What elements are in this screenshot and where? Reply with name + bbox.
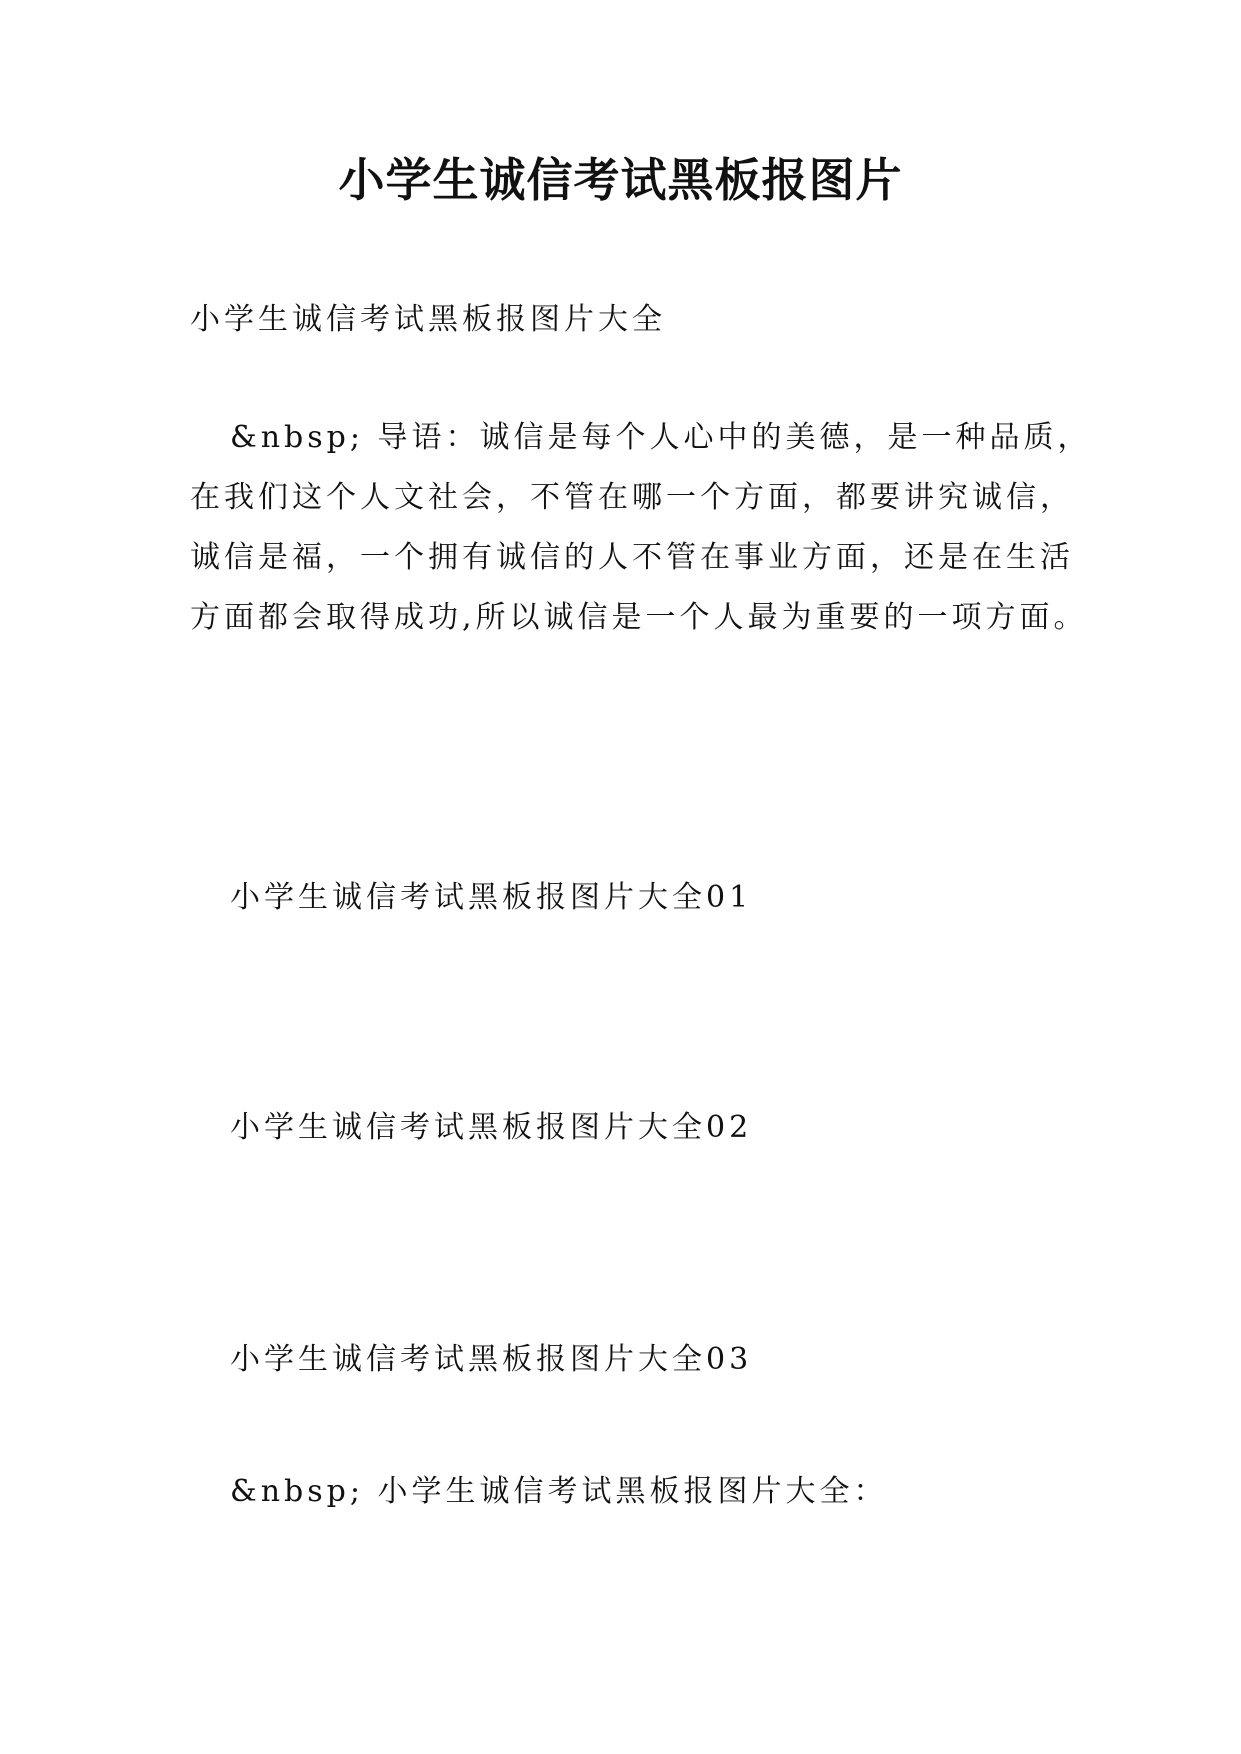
closing-line: &nbsp; 小学生诚信考试黑板报图片大全：: [230, 1474, 888, 1509]
intro-line: 在我们这个人文社会，不管在哪一个方面，都要讲究诚信，: [190, 480, 1074, 515]
document-subtitle: 小学生诚信考试黑板报图片大全: [190, 302, 666, 337]
intro-paragraph: [190, 408, 1091, 648]
intro-line: &nbsp; 导语：诚信是每个人心中的美德，是一种品质，: [230, 420, 1092, 455]
intro-line: 方面都会取得成功,所以诚信是一个人最为重要的一项方面。: [190, 600, 1088, 635]
image-caption-02: 小学生诚信考试黑板报图片大全02: [230, 1110, 753, 1145]
intro-line: 诚信是福，一个拥有诚信的人不管在事业方面，还是在生活: [190, 540, 1074, 575]
page-title: 小学生诚信考试黑板报图片: [338, 153, 903, 207]
image-caption-03: 小学生诚信考试黑板报图片大全03: [230, 1342, 753, 1377]
image-caption-01: 小学生诚信考试黑板报图片大全01: [230, 880, 753, 915]
